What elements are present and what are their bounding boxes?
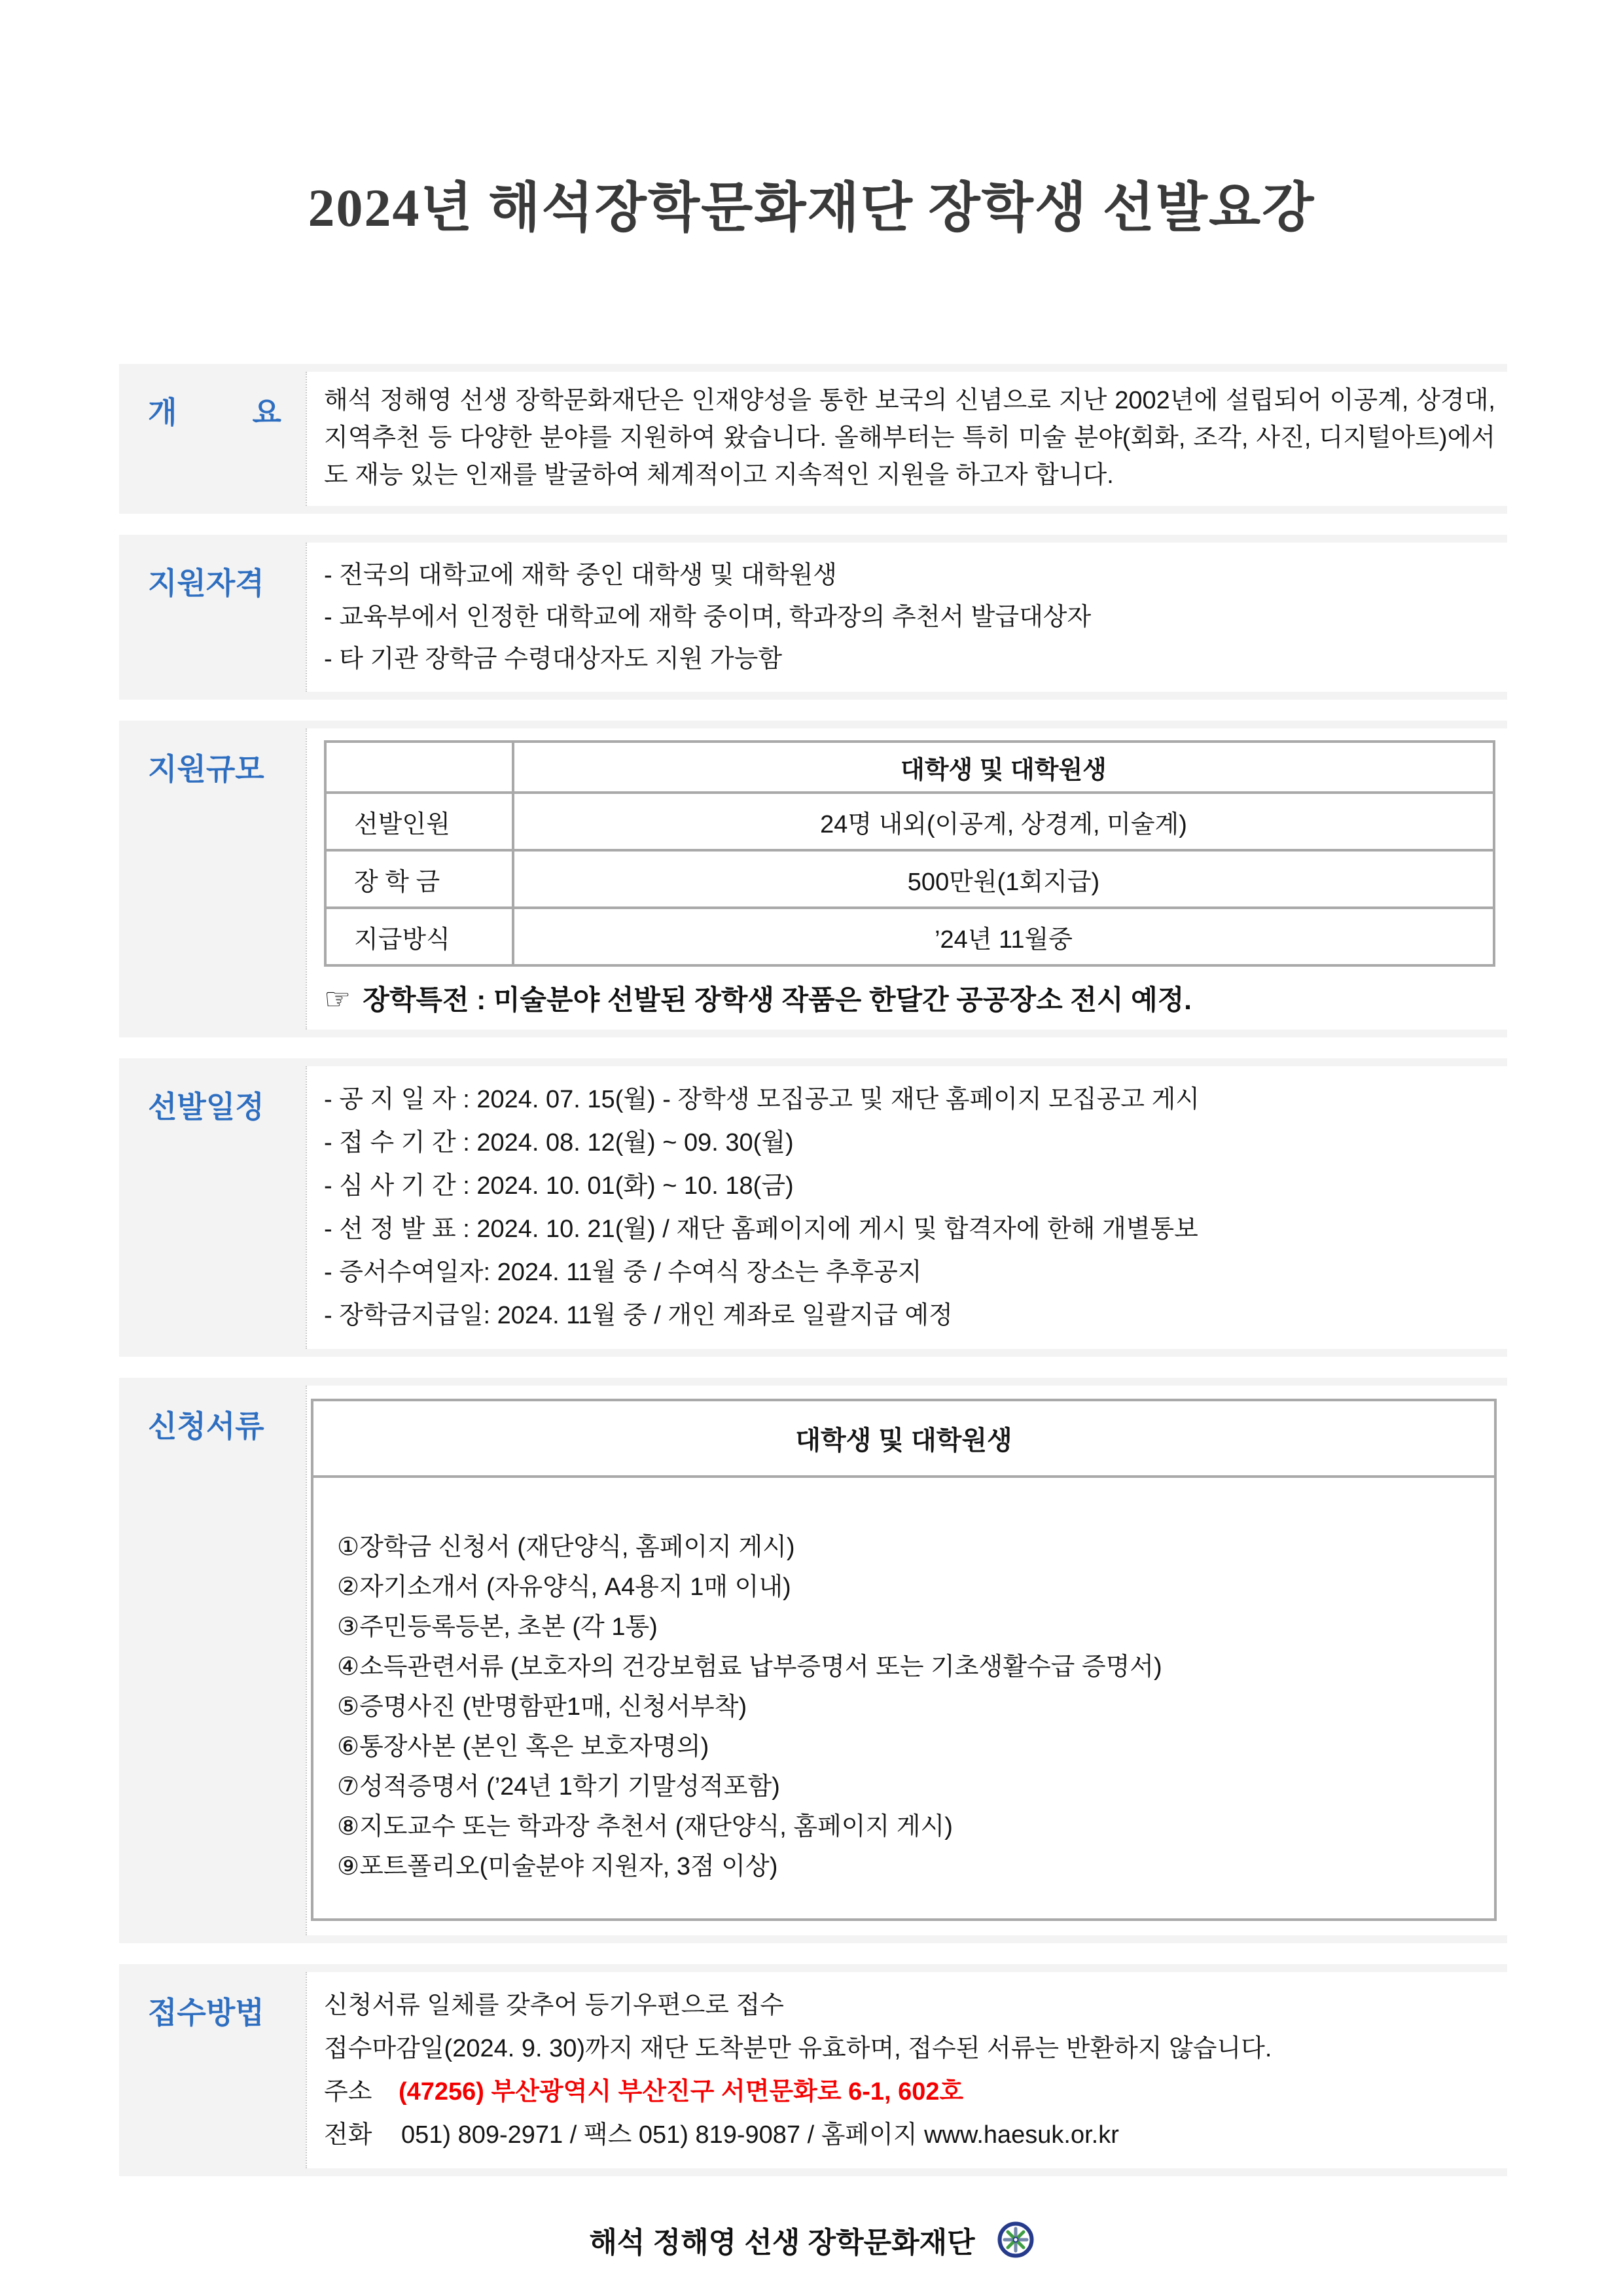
document-item: ④소득관련서류 (보호자의 건강보험료 납부증명서 또는 기초생활수급 증명서) (337, 1653, 1162, 1681)
page-title: 2024년 해석장학문화재단 장학생 선발요강 (308, 178, 1315, 238)
scale-table (324, 740, 1495, 967)
apply-content (306, 1972, 1507, 2168)
scholarship-note (324, 978, 1495, 1018)
list-item: - 선 정 발 표 : 2024. 10. 21(월) / 재단 홈페이지에 게시 및 합격자에 한해 개별통보 (324, 1215, 1198, 1243)
table-row (325, 908, 1494, 965)
eligibility-content (306, 543, 1507, 692)
document-item: ⑥통장사본 (본인 혹은 보호자명의) (337, 1733, 709, 1761)
phone-label: 전화 (324, 2121, 372, 2149)
sections-container (119, 364, 1507, 2197)
section-eligibility-label: 지원자격 (148, 566, 264, 600)
foundation-name: 해석 정해영 선생 장학문화재단 (589, 2227, 975, 2259)
scale-content (306, 728, 1507, 1030)
row-value-cell: ’24년 11월중 (513, 908, 1494, 965)
row-value-cell: 24명 내외(이공계, 상경계, 미술계) (513, 793, 1494, 850)
section-documents (119, 1378, 1507, 1943)
documents-table-header: 대학생 및 대학원생 (313, 1401, 1494, 1478)
documents-content (306, 1386, 1507, 1935)
list-item: - 증서수여일자: 2024. 11월 중 / 수여식 장소는 추후공지 (324, 1259, 922, 1286)
section-apply (119, 1964, 1507, 2176)
list-item: - 전국의 대학교에 재학 중인 대학생 및 대학원생 (324, 562, 838, 589)
row-label-cell: 장 학 금 (325, 850, 513, 908)
table-row (325, 793, 1494, 850)
foundation-emblem-icon (997, 2221, 1034, 2258)
list-item: 신청서류 일체를 갖추어 등기우편으로 접수 (324, 1992, 784, 2019)
document-item: ②자기소개서 (자유양식, A4용지 1매 이내) (337, 1573, 791, 1601)
list-item: - 심 사 기 간 : 2024. 10. 01(화) ~ 10. 18(금) (324, 1172, 794, 1200)
section-scale (119, 721, 1507, 1037)
section-eligibility (119, 535, 1507, 700)
document-item: ①장학금 신청서 (재단양식, 홈페이지 게시) (337, 1534, 795, 1561)
list-item: - 교육부에서 인정한 대학교에 재학 중이며, 학과장의 추천서 발급대상자 (324, 603, 1092, 631)
address-text: (47256) 부산광역시 부산진구 서면문화로 6-1, 602호 (398, 2078, 964, 2106)
documents-list (313, 1478, 1494, 1918)
eligibility-list (324, 554, 1495, 680)
contact-text: 051) 809-2971 / 팩스 051) 819-9087 / 홈페이지 www.haesuk.or.kr (401, 2121, 1119, 2149)
footer (0, 2219, 1623, 2261)
document-item: ③주민등록등본, 초본 (각 1통) (337, 1613, 658, 1641)
row-label-cell: 선발인원 (325, 793, 513, 850)
section-scale-label: 지원규모 (148, 752, 264, 786)
empty-corner-cell (325, 742, 513, 793)
list-item: - 타 기관 장학금 수령대상자도 지원 가능함 (324, 645, 783, 673)
section-documents-label: 신청서류 (148, 1409, 264, 1443)
table-row (325, 850, 1494, 908)
section-overview-label: 개 요 (148, 395, 281, 429)
pointing-hand-icon: ☞ (324, 982, 351, 1016)
document-item: ⑤증명사진 (반명함판1매, 신청서부착) (337, 1693, 747, 1721)
documents-table (311, 1399, 1497, 1921)
schedule-list (324, 1078, 1495, 1337)
document-item: ⑨포트폴리오(미술분야 지원자, 3점 이상) (337, 1853, 778, 1880)
list-item: - 접 수 기 간 : 2024. 08. 12(월) ~ 09. 30(월) (324, 1129, 794, 1157)
section-overview (119, 364, 1507, 514)
row-label-cell: 지급방식 (325, 908, 513, 965)
section-apply-label: 접수방법 (148, 1996, 264, 2030)
table-header-cell: 대학생 및 대학원생 (513, 742, 1494, 793)
section-schedule-label: 선발일정 (148, 1090, 264, 1124)
list-item: - 공 지 일 자 : 2024. 07. 15(월) - 장학생 모집공고 및 재단 홈페이지 모집공고 게시 (324, 1086, 1200, 1113)
scholarship-note-text: 장학특전 : 미술분야 선발된 장학생 작품은 한달간 공공장소 전시 예정. (363, 984, 1192, 1015)
address-label: 주소 (324, 2078, 372, 2106)
address-line (324, 2070, 1495, 2113)
overview-paragraph: 해석 정해영 선생 장학문화재단은 인재양성을 통한 보국의 신념으로 지난 2002년에 설립되어 이공계, 상경대, 지역추천 등 다양한 분야를 지원하여 왔습니다. 올해부터는 특히 미술 분야(회화, 조각, 사진, 디지털아트)에서도 재능 있는 인재를 발굴하여 체계적이고 지속적인 지원을 하고자 합니다. (306, 372, 1507, 506)
schedule-content (306, 1066, 1507, 1349)
section-schedule (119, 1058, 1507, 1357)
apply-lines (324, 1984, 1495, 2157)
list-item: 접수마감일(2024. 9. 30)까지 재단 도착분만 유효하며, 접수된 서류는 반환하지 않습니다. (324, 2035, 1272, 2062)
list-item: - 장학금지급일: 2024. 11월 중 / 개인 계좌로 일괄지급 예정 (324, 1302, 953, 1329)
row-value-cell: 500만원(1회지급) (513, 850, 1494, 908)
contact-line (324, 2113, 1495, 2157)
table-row (325, 742, 1494, 793)
document-item: ⑧지도교수 또는 학과장 추천서 (재단양식, 홈페이지 게시) (337, 1813, 953, 1840)
document-item: ⑦성적증명서 (’24년 1학기 기말성적포함) (337, 1773, 780, 1801)
